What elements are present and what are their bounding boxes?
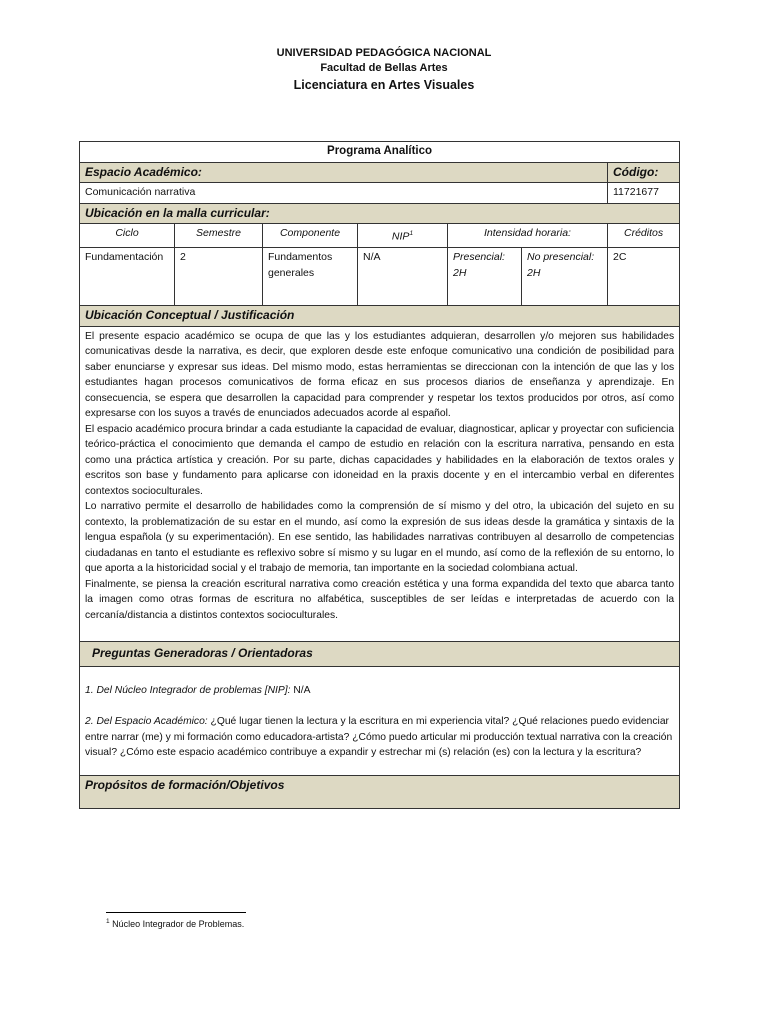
faculty-name: Facultad de Bellas Artes <box>320 62 448 74</box>
codigo-value: 11721677 <box>608 183 680 204</box>
col-creditos: Créditos <box>608 224 680 248</box>
footnote <box>106 918 244 929</box>
footnote-text: Núcleo Integrador de Problemas. <box>109 919 245 929</box>
propositos-heading: Propósitos de formación/Objetivos <box>80 775 680 808</box>
justificacion-paragraph: Lo narrativo permite el desarrollo de habilidades como la comprensión de sí mismo y del otro, la ubicación del sujeto en su contexto, la problematización de su estar en el mundo, así como la expresión de sus ideas desde la gramática y sintaxis de la lengua española (y su experimentación). En ese sentido, las habilidades narrativas contribuyen al desarrollo de competencias ciudadanas en tanto el estudiante es reflexivo sobre sí mismo y su lugar en el mundo, así como de la reflexión de su entorno, lo que aporta a la historicidad social y el trabajo de memoria, tan importante en la sociedad colombiana actual. <box>85 501 675 574</box>
cell-componente: Fundamentos generales <box>263 248 358 306</box>
justificacion-paragraph: El presente espacio académico se ocupa de que las y los estudiantes adquieran, desarrollen y/o mejoren sus habilidades comunicativas desde la narrativa, es decir, que exploren desde este enfoque comunicativo una condición de posibilidad para saber enunciarse y expresar sus ideas. Del mismo modo, estas herramientas se direccionan con la intención de que las y los estudiantes hagan procesos comunicativos de forma eficaz en sus procesos diarios de enseñanza y aprendizaje. En consecuencia, se espera que desarrollen la capacidad para comprender y respetar los textos producidos por otros, así como expresarse con los suyos a través de enunciados adecuados acorde al español. <box>85 330 675 419</box>
ubicacion-conceptual-heading: Ubicación Conceptual / Justificación <box>80 306 680 327</box>
cell-presencial: Presencial: 2H <box>448 248 522 306</box>
col-nip <box>358 224 448 248</box>
pregunta-nip-label: 1. Del Núcleo Integrador de problemas [NIP]: <box>85 684 291 696</box>
cell-nip: N/A <box>358 248 448 306</box>
codigo-label: Código: <box>608 162 680 183</box>
pregunta-espacio-value: ¿Qué lugar tienen la lectura y la escritura en mi experiencia vital? ¿Qué relaciones puedo evidenciar entre narrar (me) y mi formación como educadora-artista? ¿Cómo puedo articular mi producción textual narrativa con la creación visual? ¿Cómo este espacio académico contribuye a expandir y estrechar mi (s) relación (es) con la lectura y la escritura? <box>85 716 673 759</box>
footnote-ref: 1 <box>409 230 414 237</box>
programa-analitico-table <box>79 141 680 809</box>
col-semestre: Semestre <box>175 224 263 248</box>
justificacion-text <box>80 326 680 642</box>
espacio-academico-label: Espacio Académico: <box>80 162 608 183</box>
justificacion-paragraph: Finalmente, se piensa la creación escritural narrativa como creación estética y una forma expandida del texto que abarca tanto la imagen como otras formas de escritura no alfabética, susceptibles de ser leídas e interpretadas de acuerdo con la cercanía/distancia a distintos contextos socioculturales. <box>85 578 675 621</box>
footnote-mark: 1 <box>106 918 110 925</box>
espacio-academico-value: Comunicación narrativa <box>80 183 608 204</box>
cell-no-presencial: No presencial: 2H <box>522 248 608 306</box>
pregunta-nip-value: N/A <box>290 684 311 696</box>
col-nip-label: NIP <box>391 230 410 243</box>
justificacion-paragraph: El espacio académico procura brindar a cada estudiante la capacidad de evaluar, diagnosticar, aplicar y proyectar con suficiencia teórico-práctica el conocimiento que demanda el campo de estudio en relación con la escritura narrativa, pensando en esta como una práctica artística y creación. Por su parte, dichas capacidades y habilidades en la elaboración de textos orales y escritos son base y fundamento para aplicarse con idoneidad en la praxis docente y en el intercambio verbal en diferentes contextos socioculturales. <box>85 423 675 497</box>
cell-semestre: 2 <box>175 248 263 306</box>
preguntas-content <box>80 666 680 775</box>
table-title: Programa Analítico <box>80 142 680 163</box>
pregunta-espacio <box>85 714 674 761</box>
program-name: Licenciatura en Artes Visuales <box>293 78 475 92</box>
cell-creditos: 2C <box>608 248 680 306</box>
cell-ciclo: Fundamentación <box>80 248 175 306</box>
footnote-separator <box>106 912 246 913</box>
preguntas-heading: Preguntas Generadoras / Orientadoras <box>80 642 680 667</box>
ubicacion-malla-heading: Ubicación en la malla curricular: <box>80 203 680 224</box>
pregunta-nip <box>85 683 674 699</box>
pregunta-espacio-label: 2. Del Espacio Académico: <box>85 716 208 728</box>
col-intensidad: Intensidad horaria: <box>448 224 608 248</box>
university-name: UNIVERSIDAD PEDAGÓGICA NACIONAL <box>276 47 492 59</box>
col-componente: Componente <box>263 224 358 248</box>
document-header <box>0 46 768 95</box>
col-ciclo: Ciclo <box>80 224 175 248</box>
